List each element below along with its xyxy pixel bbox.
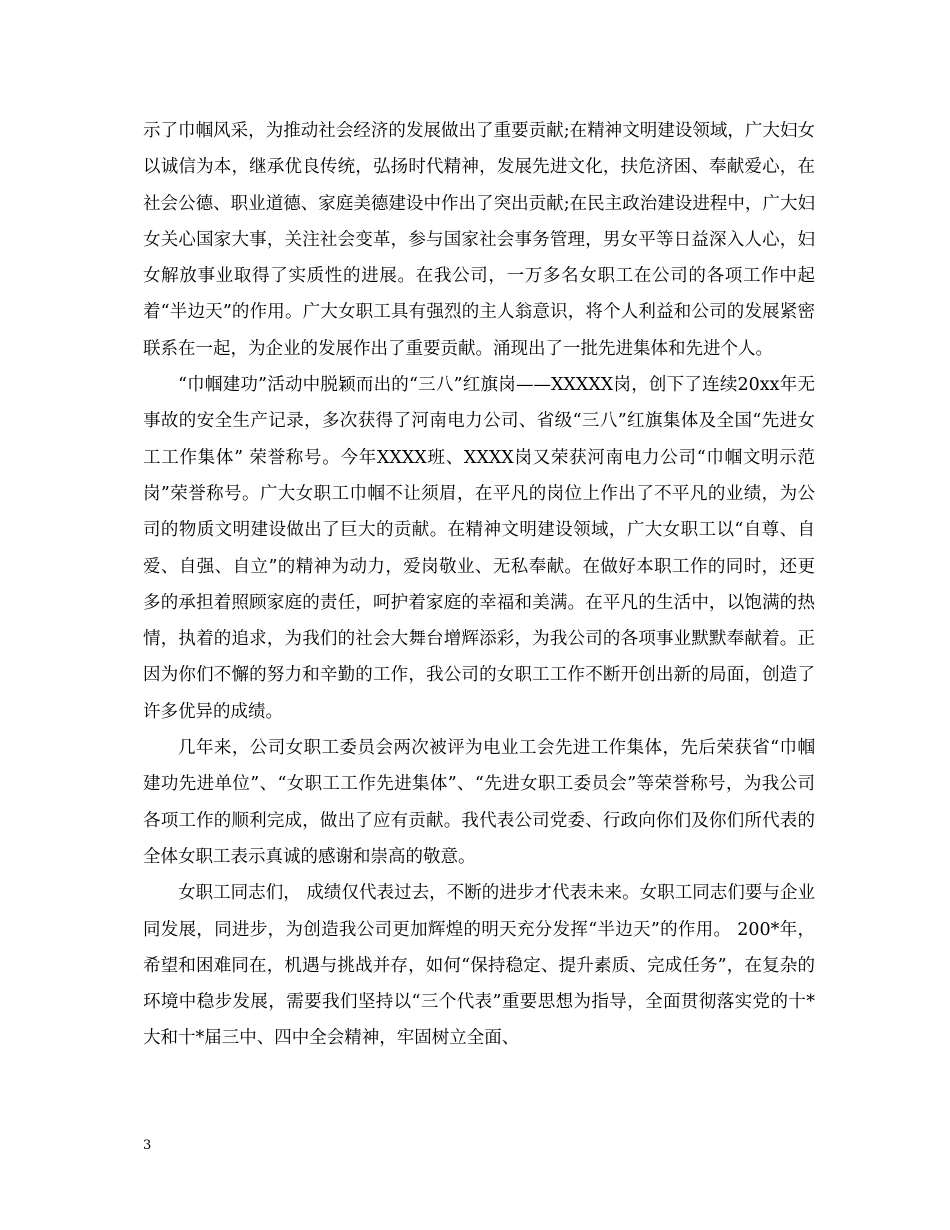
paragraph-red-flag-post: “巾帼建功”活动中脱颖而出的“三八”红旗岗——XXXXX岗，创下了连续20xx年无事故的安全生产记录，多次获得了河南电力公司、省级“三八”红旗集体及全国“先进女工工作集体” 荣誉称号。今年XXXX班、XXXX岗又荣获河南电力公司“巾帼文明示范岗”荣誉称号。广大女职工巾帼不让须眉，在平凡的岗位上作出了不平凡的业绩，为公司的物质文明建设做出了巨大的贡献。在精神文明建设领域，广大女职工以“自尊、自爱、自强、自立”的精神为动力，爱岗敬业、无私奉献。在做好本职工作的同时，还更多的承担着照顾家庭的责任，呵护着家庭的幸福和美满。在平凡的生活中，以饱满的热情，执着的追求，为我们的社会大舞台增辉添彩，为我公司的各项事业默默奉献着。正因为你们不懈的努力和辛勤的工作，我公司的女职工工作不断开创出新的局面，创造了许多优异的成绩。 [143, 375, 815, 722]
paragraph-committee-honors: 几年来，公司女职工委员会两次被评为电业工会先进工作集体，先后荣获省“巾帼建功先进单位”、“女职工工作先进集体”、“先进女职工委员会”等荣誉称号，为我公司各项工作的顺利完成，做出了应有贡献。我代表公司党委、行政向你们及你们所代表的全体女职工表示真诚的感谢和崇高的敬意。 [143, 738, 815, 867]
page-number: 3 [143, 1138, 152, 1153]
paragraph-future-goals: 女职工同志们， 成绩仅代表过去，不断的进步才代表未来。女职工同志们要与企业同发展，同进步，为创造我公司更加辉煌的明天充分发挥“半边天”的作用。 200*年，希望和困难同在，机遇与挑战并存，如何“保持稳定、提升素质、完成任务”，在复杂的环境中稳步发展，需要我们坚持以“三个代表”重要思想为指导，全面贯彻落实党的十*大和十*届三中、四中全会精神，牢固树立全面、 [143, 883, 815, 1049]
document-body [143, 113, 815, 1057]
paragraph-continuation: 示了巾帼风采，为推动社会经济的发展做出了重要贡献;在精神文明建设领域，广大妇女以诚信为本，继承优良传统，弘扬时代精神，发展先进文化，扶危济困、奉献爱心，在社会公德、职业道德、家庭美德建设中作出了突出贡献;在民主政治建设进程中，广大妇女关心国家大事，关注社会变革，参与国家社会事务管理，男女平等日益深入人心，妇女解放事业取得了实质性的进展。在我公司，一万多名女职工在公司的各项工作中起着“半边天”的作用。广大女职工具有强烈的主人翁意识，将个人利益和公司的发展紧密联系在一起，为企业的发展作出了重要贡献。涌现出了一批先进集体和先进个人。 [143, 121, 815, 359]
